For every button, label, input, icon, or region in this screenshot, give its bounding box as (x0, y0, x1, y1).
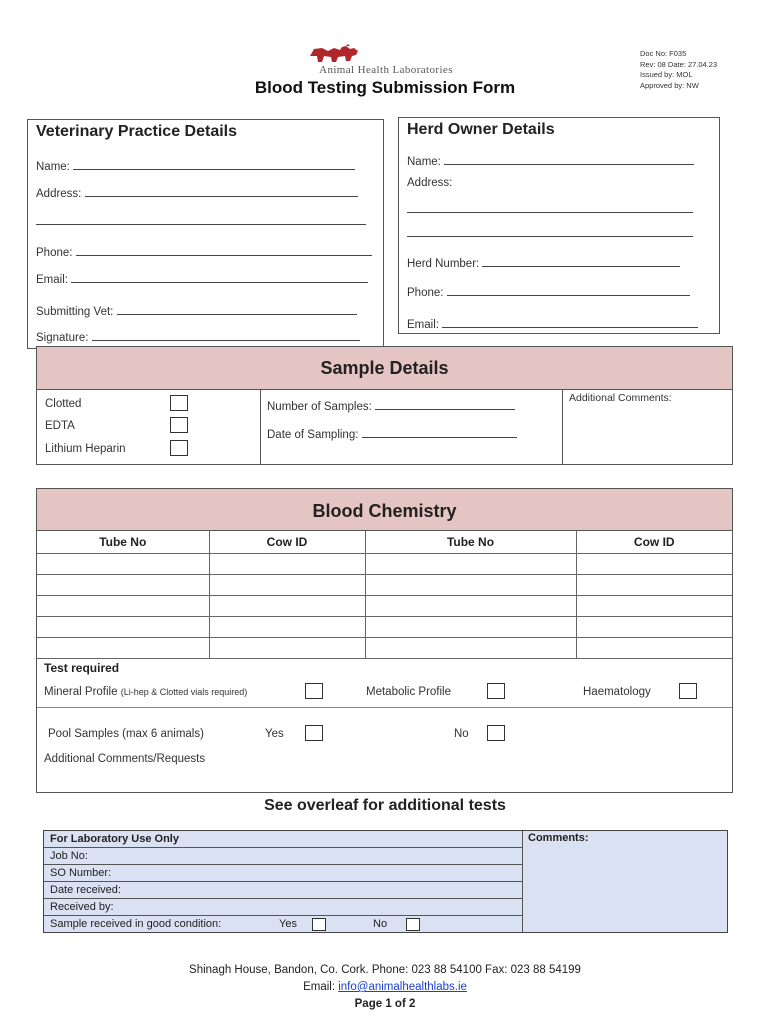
herd-number-label: Herd Number: (407, 258, 480, 270)
vet-name-field[interactable] (36, 159, 355, 173)
blood-chemistry-section (36, 488, 733, 793)
vet-email-label: Email: (36, 274, 68, 286)
sample-details-header: Sample Details (37, 347, 732, 390)
mineral-profile-checkbox[interactable] (305, 683, 323, 699)
lab-so-number[interactable]: SO Number: (44, 865, 522, 882)
table-cell[interactable] (365, 595, 576, 616)
vet-section-title: Veterinary Practice Details (36, 123, 238, 140)
doc-approved: Approved by: NW (640, 80, 699, 90)
table-row (37, 553, 732, 574)
lab-received-by[interactable]: Received by: (44, 899, 522, 916)
herd-section-title: Herd Owner Details (407, 121, 555, 138)
lab-logo (288, 44, 484, 78)
clotted-label: Clotted (45, 398, 82, 410)
table-cell[interactable] (576, 553, 732, 574)
form-title: Blood Testing Submission Form (254, 78, 516, 97)
table-cell[interactable] (576, 637, 732, 658)
lab-condition-row (44, 916, 522, 933)
herd-name-field[interactable] (407, 154, 694, 168)
table-cell[interactable] (365, 574, 576, 595)
herd-phone-field[interactable] (407, 285, 690, 299)
signature-label: Signature: (36, 332, 89, 344)
pool-no-label: No (454, 728, 469, 740)
table-row (37, 637, 732, 658)
footer-email-link[interactable]: info@animalhealthlabs.ie (338, 981, 467, 993)
doc-meta (640, 49, 717, 91)
org-name: Animal Health Laboratories (319, 64, 453, 76)
metabolic-profile-label: Metabolic Profile (366, 686, 452, 698)
clotted-checkbox[interactable] (170, 395, 188, 411)
test-required-label: Test required (44, 661, 120, 675)
lithium-heparin-label: Lithium Heparin (45, 443, 126, 455)
footer-email-line (100, 981, 670, 993)
lithium-heparin-checkbox[interactable] (170, 440, 188, 456)
sample-table-header-row (37, 531, 732, 553)
table-cell[interactable] (576, 616, 732, 637)
lab-date-received[interactable]: Date received: (44, 882, 522, 899)
overleaf-notice: See overleaf for additional tests (264, 797, 506, 814)
lab-use-title: For Laboratory Use Only (44, 831, 522, 848)
vet-address-label: Address: (36, 188, 82, 200)
table-cell[interactable] (37, 553, 209, 574)
pool-yes-checkbox[interactable] (305, 725, 323, 741)
table-cell[interactable] (37, 637, 209, 658)
vet-practice-section (27, 119, 384, 349)
vet-phone-label: Phone: (36, 247, 73, 259)
sample-table (37, 531, 732, 659)
laboratory-use-section (43, 830, 728, 933)
date-of-sampling-field[interactable] (267, 427, 517, 441)
herd-address-line-1[interactable] (407, 212, 693, 213)
col-tube-no-2: Tube No (365, 531, 576, 553)
table-cell[interactable] (576, 574, 732, 595)
table-cell[interactable] (37, 595, 209, 616)
pool-yes-label: Yes (265, 728, 284, 740)
submitting-vet-label: Submitting Vet: (36, 306, 114, 318)
vet-phone-field[interactable] (36, 245, 372, 259)
vet-address-line-2[interactable] (36, 224, 366, 225)
lab-condition-yes-label: Yes (279, 918, 297, 930)
number-of-samples-label: Number of Samples: (267, 401, 372, 413)
edta-checkbox[interactable] (170, 417, 188, 433)
herd-address-label: Address: (407, 177, 453, 189)
table-cell[interactable] (209, 553, 365, 574)
col-tube-no-1: Tube No (37, 531, 209, 553)
table-cell[interactable] (37, 574, 209, 595)
vet-address-field[interactable] (36, 186, 358, 200)
footer-address: Shinagh House, Bandon, Co. Cork. Phone: 023 88 54100 Fax: 023 88 54199 (189, 964, 581, 976)
col-cow-id-1: Cow ID (209, 531, 365, 553)
submitting-vet-field[interactable] (36, 304, 357, 318)
table-row (37, 574, 732, 595)
blood-chemistry-header: Blood Chemistry (37, 489, 732, 531)
haematology-checkbox[interactable] (679, 683, 697, 699)
herd-owner-section (398, 117, 720, 334)
lab-condition-no-label: No (373, 918, 388, 930)
table-cell[interactable] (365, 616, 576, 637)
pool-no-checkbox[interactable] (487, 725, 505, 741)
table-cell[interactable] (37, 616, 209, 637)
herd-name-label: Name: (407, 156, 441, 168)
haematology-label: Haematology (583, 686, 651, 698)
herd-number-field[interactable] (407, 256, 680, 270)
metabolic-profile-checkbox[interactable] (487, 683, 505, 699)
mineral-profile-label: Mineral Profile (Li-hep & Clotted vials required) (44, 686, 248, 698)
footer-email-label: Email: (303, 981, 336, 993)
number-of-samples-field[interactable] (267, 399, 515, 413)
signature-field[interactable] (36, 330, 360, 344)
page-number: Page 1 of 2 (354, 998, 416, 1010)
pool-samples-label: Pool Samples (max 6 animals) (48, 728, 204, 740)
herd-phone-label: Phone: (407, 287, 444, 299)
mineral-profile-note: (Li-hep & Clotted vials required) (120, 687, 248, 697)
doc-issued: Issued by: MOL (640, 70, 693, 79)
lab-condition-no-checkbox[interactable] (406, 918, 420, 931)
table-cell[interactable] (209, 574, 365, 595)
sample-additional-comments-label: Additional Comments: (569, 392, 672, 404)
herd-address-line-2[interactable] (407, 236, 693, 237)
table-cell[interactable] (365, 553, 576, 574)
table-cell[interactable] (209, 637, 365, 658)
vet-name-label: Name: (36, 161, 70, 173)
lab-comments-label: Comments: (528, 832, 589, 844)
col-cow-id-2: Cow ID (576, 531, 732, 553)
doc-no: Doc No: F035 (640, 49, 687, 58)
table-cell[interactable] (209, 616, 365, 637)
doc-rev: Rev: 08 Date: 27.04.23 (640, 59, 718, 69)
table-row (37, 616, 732, 637)
herd-email-label: Email: (407, 319, 439, 331)
vet-email-field[interactable] (36, 272, 368, 286)
cow-logo-icon (308, 44, 364, 64)
table-cell[interactable] (209, 595, 365, 616)
edta-label: EDTA (45, 420, 75, 432)
sample-details-section (36, 346, 733, 465)
table-cell[interactable] (365, 637, 576, 658)
lab-job-no[interactable]: Job No: (44, 848, 522, 865)
table-row (37, 595, 732, 616)
additional-requests-label: Additional Comments/Requests (44, 753, 206, 765)
lab-condition-yes-checkbox[interactable] (312, 918, 326, 931)
lab-condition-label: Sample received in good condition: (50, 918, 222, 930)
table-cell[interactable] (576, 595, 732, 616)
date-of-sampling-label: Date of Sampling: (267, 429, 359, 441)
herd-email-field[interactable] (407, 317, 698, 331)
